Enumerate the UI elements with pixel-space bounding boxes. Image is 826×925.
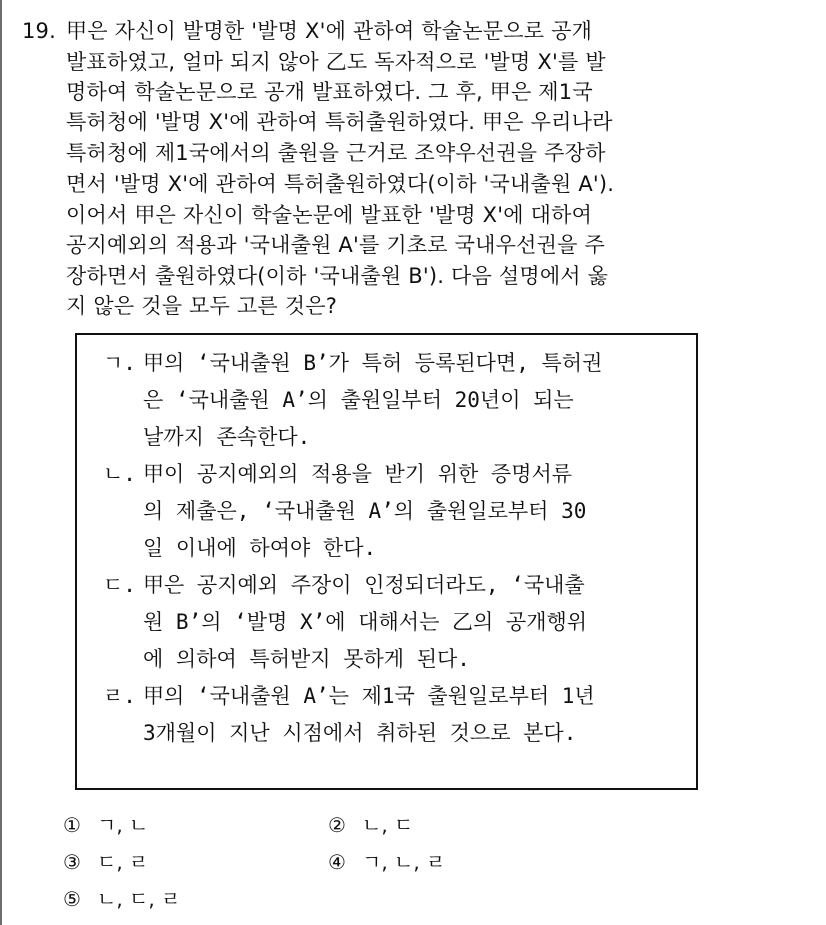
question-text-line: 甲은 자신이 발명한 '발명 X'에 관하여 학술논문으로 공개 xyxy=(66,19,593,43)
choice-text: ㄴ, ㄷ xyxy=(362,813,414,837)
choice-text: ㄴ, ㄷ, ㄹ xyxy=(97,887,181,911)
statement-text: 은 ‘국내출원 A’의 출원일부터 20년이 되는 xyxy=(143,388,574,412)
question-text-line: 장하면서 출원하였다(이하 '국내출원 B'). 다음 설명에서 옳 xyxy=(66,264,609,288)
answer-choice-3[interactable] xyxy=(63,847,148,877)
question-text-line: 면서 '발명 X'에 관하여 특허출원하였다(이하 '국내출원 A'). xyxy=(66,172,615,196)
answer-choice-4[interactable] xyxy=(328,847,445,877)
statement-marker-nieun: ㄴ. xyxy=(103,462,136,486)
statement-text: 의 제출은, ‘국내출원 A’의 출원일로부터 30 xyxy=(143,499,587,523)
choice-text: ㄱ, ㄴ, ㄹ xyxy=(362,850,446,874)
statement-marker-digeut: ㄷ. xyxy=(103,573,136,597)
answer-choice-2[interactable] xyxy=(328,810,413,840)
choice-text: ㄱ, ㄴ xyxy=(97,813,149,837)
choice-number: ② xyxy=(328,813,346,837)
choice-text: ㄷ, ㄹ xyxy=(97,850,149,874)
question-number: 19. xyxy=(22,19,56,43)
question-text-line: 지 않은 것을 모두 고른 것은? xyxy=(66,294,338,318)
answer-choice-1[interactable] xyxy=(63,810,148,840)
answer-choice-5[interactable] xyxy=(63,884,180,914)
page-left-border xyxy=(0,0,2,925)
question-text-line: 이어서 甲은 자신이 학술논문에 발표한 '발명 X'에 대하여 xyxy=(66,203,593,227)
statement-text: 원 B’의 ‘발명 X’에 대해서는 乙의 공개행위 xyxy=(143,610,588,634)
question-text-line: 특허청에 '발명 X'에 관하여 특허출원하였다. 甲은 우리나라 xyxy=(66,110,613,134)
choice-number: ④ xyxy=(328,850,346,874)
statement-text: 甲의 ‘국내출원 B’가 특허 등록된다면, 특허권 xyxy=(143,351,603,375)
statement-text: 甲이 공지예외의 적용을 받기 위한 증명서류 xyxy=(143,462,573,486)
question-text-line: 발표하였고, 얼마 되지 않아 乙도 독자적으로 '발명 X'를 발 xyxy=(66,50,606,74)
statement-text: 3개월이 지난 시점에서 취하된 것으로 본다. xyxy=(143,721,577,745)
statement-text: 에 의하여 특허받지 못하게 된다. xyxy=(143,647,470,671)
statement-text: 甲은 공지예외 주장이 인정되더라도, ‘국내출 xyxy=(143,573,585,597)
choice-number: ⑤ xyxy=(63,887,81,911)
question-text-line: 명하여 학술논문으로 공개 발표하였다. 그 후, 甲은 제1국 xyxy=(66,80,593,104)
statement-marker-giyeok: ㄱ. xyxy=(103,351,136,375)
choice-number: ③ xyxy=(63,850,81,874)
statement-box xyxy=(75,333,698,790)
question-text-line: 공지예외의 적용과 '국내출원 A'를 기초로 국내우선권을 주 xyxy=(66,233,605,257)
statement-text: 일 이내에 하여야 한다. xyxy=(143,536,377,560)
question-text-line: 특허청에 제1국에서의 출원을 근거로 조약우선권을 주장하 xyxy=(66,141,606,165)
statement-marker-rieul: ㄹ. xyxy=(103,684,136,708)
choice-number: ① xyxy=(63,813,81,837)
statement-text: 날까지 존속한다. xyxy=(143,425,311,449)
statement-text: 甲의 ‘국내출원 A’는 제1국 출원일로부터 1년 xyxy=(143,684,595,708)
